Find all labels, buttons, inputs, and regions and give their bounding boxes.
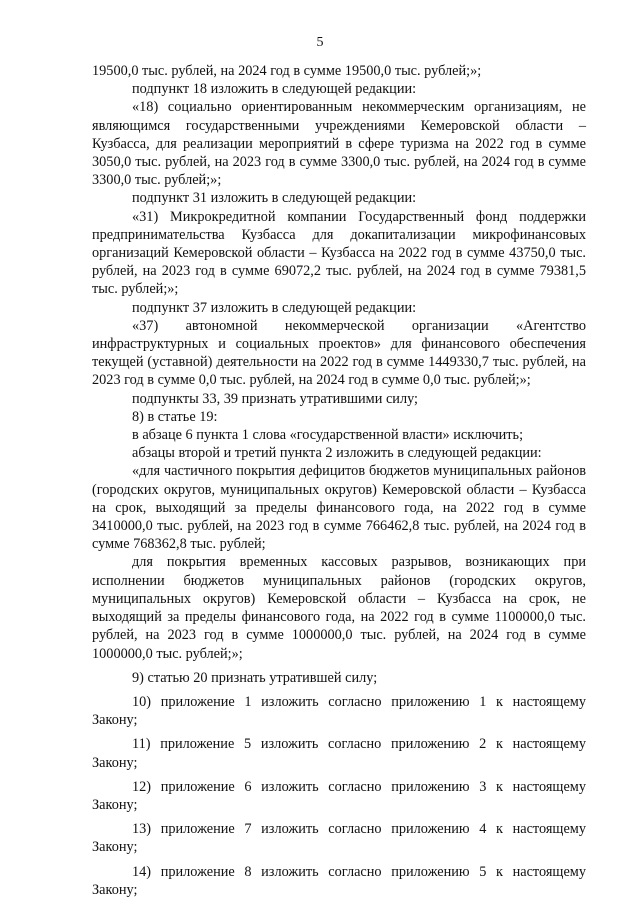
paragraph-item-9: 9) статью 20 признать утратившей силу; (132, 669, 378, 686)
paragraph-item-8: 8) в статье 19: (132, 408, 218, 425)
paragraph-article-19-clause-1: в абзаце 6 пункта 1 слова «государственной власти» исключить; (132, 427, 524, 444)
paragraph-continuation: 19500,0 тыс. рублей, на 2024 год в сумме 19500,0 тыс. рублей;»; (92, 63, 482, 79)
paragraph-item-14: 14) приложение 8 изложить согласно приложению 5 к настоящему Закону; (92, 863, 586, 898)
paragraph-instruction-18: подпункт 18 изложить в следующей редакции: (132, 81, 417, 98)
paragraph-subitem-31: «31) Микрокредитной компании Государственный фонд поддержки предпринимательства Кузбасса для докапитализации микрофинансовых организаций Кемеровской области – Кузбасса на 2022 год в сумме 43750,0 тыс. рублей, на 2023 год в сумме 69072,2 тыс. рублей, на 2024 год в сумме 79381,5 тыс. рублей;»; (92, 208, 586, 298)
document-body (92, 62, 586, 899)
paragraph-deficit-coverage: «для частичного покрытия дефицитов бюджетов муниципальных районов (городских округов, муниципальных округов) Кемеровской области – Кузбасса на срок, выходящий за пределы финансового года, на 2022 год в сумме 3410000,0 тыс. рублей, на 2023 год в сумме 766462,8 тыс. рублей, на 2024 год в сумме 768362,8 тыс. рублей; (92, 463, 586, 553)
paragraph-instruction-37: подпункт 37 изложить в следующей редакции: (132, 299, 417, 316)
paragraph-subitem-18: «18) социально ориентированным некоммерческим организациям, не являющимся государственными учреждениями Кемеровской области – Кузбасса, для реализации мероприятий в сфере туризма на 2022 год в сумме 3050,0 тыс. рублей, на 2023 год в сумме 3300,0 тыс. рублей, на 2024 год в сумме 3300,0 тыс. рублей;»; (92, 99, 586, 189)
paragraph-item-10: 10) приложение 1 изложить согласно приложению 1 к настоящему Закону; (92, 693, 586, 729)
paragraph-item-13: 13) приложение 7 изложить согласно приложению 4 к настоящему Закону; (92, 821, 586, 856)
paragraph-cash-gaps: для покрытия временных кассовых разрывов, возникающих при исполнении бюджетов муниципальных районов (городских округов, муниципальных округов) Кемеровской области – Кузбасса на срок, не выходящий за пределы финансового года, на 2022 год в сумме 1100000,0 тыс. рублей, на 2023 год в сумме 1000000,0 тыс. рублей, на 2024 год в сумме 1000000,0 тыс. рублей;»; (92, 554, 586, 662)
paragraph-item-11: 11) приложение 5 изложить согласно приложению 2 к настоящему Закону; (92, 736, 586, 771)
page-number: 5 (316, 35, 324, 50)
paragraph-repeal-33-39: подпункты 33, 39 признать утратившими силу; (132, 390, 419, 407)
paragraph-item-12: 12) приложение 6 изложить согласно приложению 3 к настоящему Закону; (92, 778, 586, 813)
paragraph-article-19-clause-2: абзацы второй и третий пункта 2 изложить в следующей редакции: (132, 445, 542, 462)
paragraph-subitem-37: «37) автономной некоммерческой организации «Агентство инфраструктурных и социальных проектов» для финансового обеспечения текущей (уставной) деятельности на 2022 год в сумме 1449330,7 тыс. рублей, на 2023 год в сумме 0,0 тыс. рублей, на 2024 год в сумме 0,0 тыс. рублей;»; (92, 317, 586, 389)
paragraph-instruction-31: подпункт 31 изложить в следующей редакции: (132, 190, 417, 207)
